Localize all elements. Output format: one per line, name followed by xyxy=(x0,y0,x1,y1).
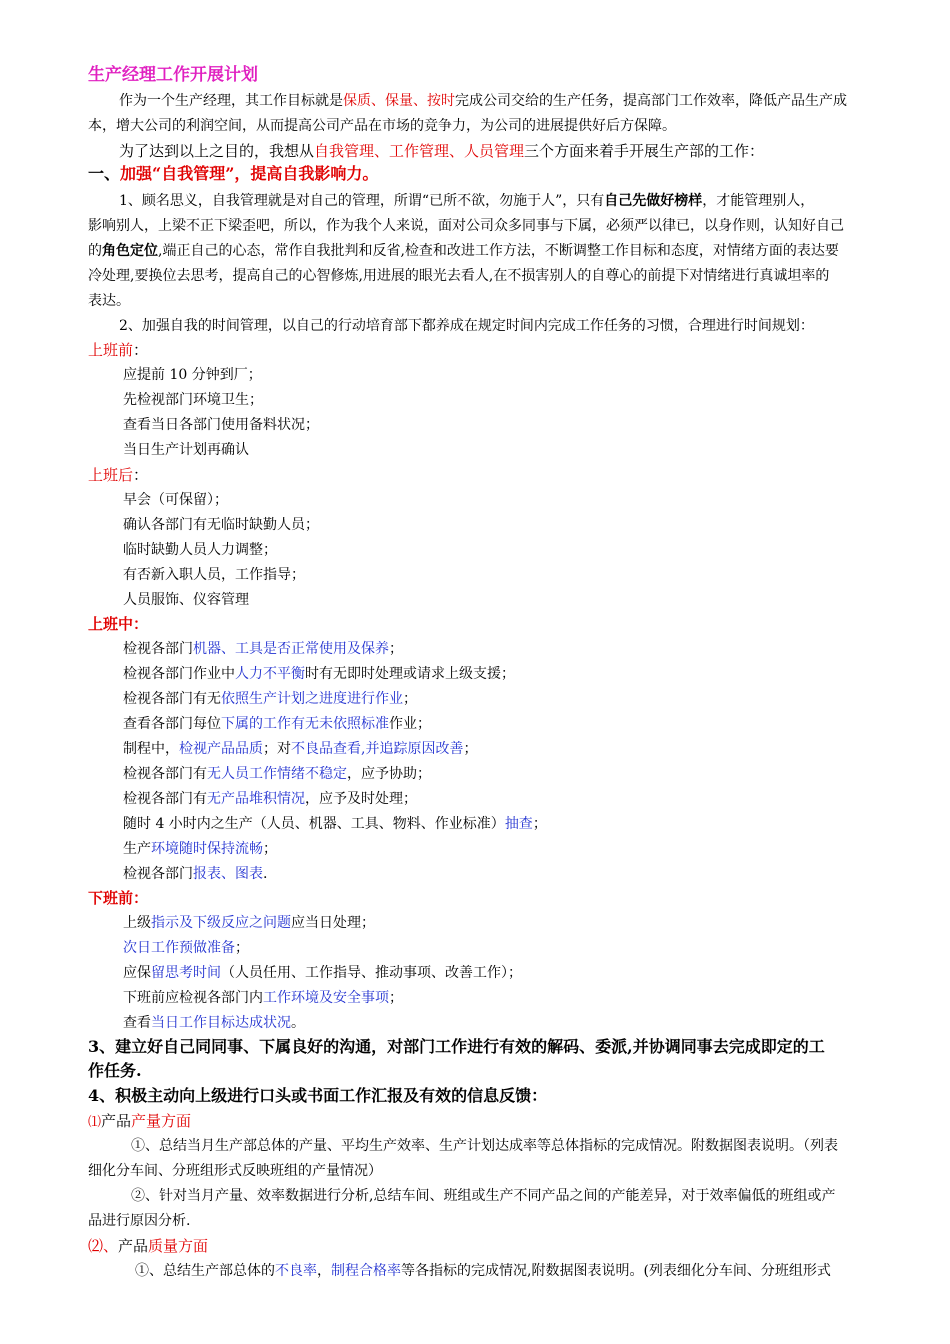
list-item: 早会（可保留）； xyxy=(123,492,228,508)
heading-colon: ： xyxy=(133,341,149,359)
point-4-sub-2-heading xyxy=(88,1237,208,1255)
sub-1-para-1-line-2: 细化分车间、分班组形式反映班组的产量情况） xyxy=(88,1163,382,1179)
list-item: 查看各部门每位下属的工作有无未依照标准作业； xyxy=(123,716,431,732)
intro-text: 为了达到以上之目的，我想从 xyxy=(119,142,315,160)
list-item: 当日生产计划再确认 xyxy=(123,442,249,458)
point-3-line-1: 3、建立好自己同同事、下属良好的沟通，对部门工作进行有效的解码、委派,并协调同事去完成即定的工 xyxy=(88,1037,825,1056)
list-item: 检视各部门有无依照生产计划之进度进行作业； xyxy=(123,691,417,707)
section-1-para-2: 2、加强自我的时间管理，以自己的行动培育部下都养成在规定时间内完成工作任务的习惯，合理进行时间规划： xyxy=(119,318,814,334)
sub-number: ⑵、 xyxy=(88,1237,119,1255)
list-item: 应提前 10 分钟到厂； xyxy=(123,367,262,383)
point-4-heading: 4、积极主动向上级进行口头或书面工作汇报及有效的信息反馈： xyxy=(88,1086,548,1105)
section-1-para-line-1 xyxy=(119,192,814,210)
section-heading-text: 加强“自我管理”，提高自我影响力。 xyxy=(120,164,379,183)
intro-line-1 xyxy=(119,92,847,110)
sub-heading-text: 产品 xyxy=(118,1237,149,1255)
list-item: 临时缺勤人员人力调整； xyxy=(123,542,277,558)
heading-colon: ： xyxy=(133,466,149,484)
para-bold: 自己先做好榜样 xyxy=(604,193,703,209)
list-item: 检视各部门有无产品堆积情况，应予及时处理； xyxy=(123,791,417,807)
sub-number: ⑴ xyxy=(88,1115,102,1130)
sub-1-para-2-line-2: 品进行原因分析. xyxy=(88,1213,191,1229)
during-work-heading: 上班中： xyxy=(88,615,149,633)
list-item: 下班前应检视各部门内工作环境及安全事项； xyxy=(123,990,403,1006)
section-number: 一、 xyxy=(88,164,121,183)
intro-line-2: 本，增大公司的利润空间，从而提高公司产品在市场的竞争力，为公司的进展提供好后方保障。 xyxy=(88,118,676,134)
list-item: 先检视部门环境卫生； xyxy=(123,392,263,408)
list-item: 检视各部门作业中人力不平衡时有无即时处理或请求上级支援； xyxy=(123,666,515,682)
sub-1-para-2-line-1: ②、针对当月产量、效率数据进行分析,总结车间、班组或生产不同产品之间的产能差异，对于效率偏低的班组或产 xyxy=(131,1188,836,1204)
sub-heading-text: 产品 xyxy=(101,1112,132,1130)
para-text: ，才能管理别人， xyxy=(702,193,815,209)
para-bold: 角色定位 xyxy=(102,243,158,259)
section-1-para-line-3 xyxy=(88,242,839,260)
list-item: 有否新入职人员，工作指导； xyxy=(123,567,305,583)
list-item: 次日工作预做准备； xyxy=(123,940,249,956)
point-3-line-2: 作任务. xyxy=(88,1061,142,1080)
document-title: 生产经理工作开展计划 xyxy=(88,65,258,85)
sub-heading-highlight: 质量方面 xyxy=(148,1237,209,1255)
before-work-heading xyxy=(88,341,148,359)
list-item: 查看当日工作目标达成状况。 xyxy=(123,1015,305,1031)
sub-1-para-1-line-1: ①、总结当月生产部总体的产量、平均生产效率、生产计划达成率等总体指标的完成情况。附数据图表说明。（列表 xyxy=(131,1138,838,1154)
intro-text: 三个方面来着手开展生产部的工作： xyxy=(524,142,765,160)
list-item: 检视各部门有无人员工作情绪不稳定，应予协助； xyxy=(123,766,431,782)
list-item: 检视各部门报表、图表. xyxy=(123,866,268,882)
list-item: 确认各部门有无临时缺勤人员； xyxy=(123,517,319,533)
intro-highlight: 保质、保量、按时 xyxy=(343,93,455,109)
list-item: 应保留思考时间（人员任用、工作指导、推动事项、改善工作）； xyxy=(123,965,522,981)
para-text: ,端正自己的心态，常作自我批判和反省,检查和改进工作方法，不断调整工作目标和态度，对情绪方面的表达要 xyxy=(158,243,839,259)
intro-text: 完成公司交给的生产任务，提高部门工作效率，降低产品生产成 xyxy=(455,93,847,109)
heading-text: 上班后 xyxy=(88,466,134,484)
sub-2-para-1-line-1: ①、总结生产部总体的不良率，制程合格率等各指标的完成情况,附数据图表说明。(列表细化分车间、分班组形式 xyxy=(135,1263,831,1279)
section-1-heading xyxy=(88,165,378,183)
before-leave-heading: 下班前： xyxy=(88,889,149,907)
after-start-heading xyxy=(88,466,148,484)
sub-heading-highlight: 产量方面 xyxy=(131,1112,192,1130)
intro-text: 作为一个生产经理，其工作目标就是 xyxy=(119,93,343,109)
list-item: 制程中，检视产品品质；对不良品查看,并追踪原因改善； xyxy=(123,741,478,757)
heading-text: 上班前 xyxy=(88,341,134,359)
list-item: 人员服饰、仪容管理 xyxy=(123,592,249,608)
intro-highlight: 自我管理、工作管理、人员管理 xyxy=(314,142,525,160)
list-item: 上级指示及下级反应之问题应当日处理； xyxy=(123,915,375,931)
list-item: 随时 4 小时内之生产（人员、机器、工具、物料、作业标准）抽查； xyxy=(123,816,547,832)
list-item: 检视各部门机器、工具是否正常使用及保养； xyxy=(123,641,403,657)
para-text: 的 xyxy=(88,243,102,259)
section-1-para-line-2: 影响别人，上梁不正下梁歪吧，所以，作为我个人来说，面对公司众多同事与下属，必须严以律已，以身作则，认知好自己 xyxy=(88,218,844,234)
intro-line-3 xyxy=(119,142,764,160)
para-text: 1、顾名思义，自我管理就是对自己的管理，所谓“已所不欲，勿施于人”，只有 xyxy=(119,193,605,209)
point-4-sub-1-heading xyxy=(88,1112,191,1132)
section-1-para-line-4: 冷处理,要换位去思考，提高自己的心智修炼,用进展的眼光去看人,在不损害别人的自尊心的前提下对情绪进行真诚坦率的 xyxy=(88,268,830,284)
list-item: 生产环境随时保持流畅； xyxy=(123,841,277,857)
list-item: 查看当日各部门使用备料状况； xyxy=(123,417,319,433)
section-1-para-line-5: 表达。 xyxy=(88,293,130,309)
